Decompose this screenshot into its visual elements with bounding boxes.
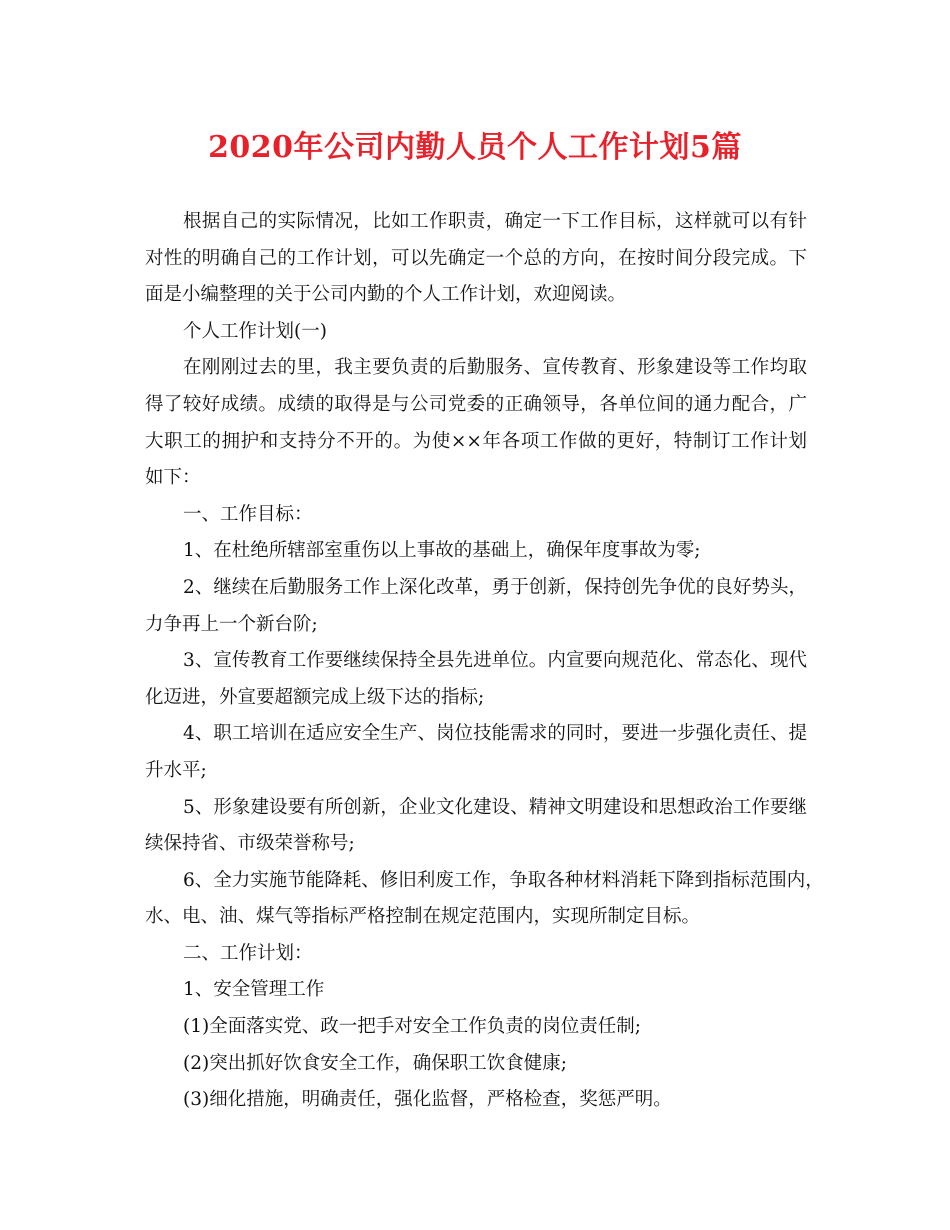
list-item: 1、在杜绝所辖部室重伤以上事故的基础上，确保年度事故为零; bbox=[183, 540, 701, 562]
list-item-continuation: 化迈进，外宣要超额完成上级下达的指标; bbox=[145, 686, 485, 708]
document-body bbox=[145, 204, 824, 1119]
text-line: 得了较好成绩。成绩的取得是与公司党委的正确领导，各单位间的通力配合，广 bbox=[145, 393, 807, 415]
text-line: 大职工的拥护和支持分不开的。为使××年各项工作做的更好，特制订工作计划 bbox=[145, 430, 807, 452]
list-item: (2)突出抓好饮食安全工作，确保职工饮食健康; bbox=[183, 1052, 567, 1074]
list-item-continuation: 水、电、油、煤气等指标严格控制在规定范围内，实现所制定目标。 bbox=[145, 906, 701, 928]
list-item: 4、职工培训在适应安全生产、岗位技能需求的同时，要进一步强化责任、提 bbox=[183, 723, 807, 745]
list-item: 5、形象建设要有所创新，企业文化建设、精神文明建设和思想政治工作要继 bbox=[183, 796, 807, 818]
text-line: 对性的明确自己的工作计划，可以先确定一个总的方向，在按时间分段完成。下 bbox=[145, 247, 807, 269]
list-item: 3、宣传教育工作要继续保持全县先进单位。内宣要向规范化、常态化、现代 bbox=[183, 650, 807, 672]
text-line: 如下： bbox=[145, 467, 201, 489]
list-item: 6、全力实施节能降耗、修旧利废工作，争取各种材料消耗下降到指标范围内， bbox=[183, 869, 824, 891]
subsection-heading: 1、安全管理工作 bbox=[183, 979, 325, 1001]
section-heading: 一、工作目标： bbox=[183, 503, 313, 525]
list-item-continuation: 力争再上一个新台阶; bbox=[145, 613, 318, 635]
list-item-continuation: 续保持省、市级荣誉称号; bbox=[145, 833, 355, 855]
section-heading: 个人工作计划(一) bbox=[183, 320, 327, 342]
list-item: (1)全面落实党、政一把手对安全工作负责的岗位责任制; bbox=[183, 1016, 641, 1038]
section-heading: 二、工作计划： bbox=[183, 942, 313, 964]
text-line: 在刚刚过去的里，我主要负责的后勤服务、宣传教育、形象建设等工作均取 bbox=[183, 357, 807, 379]
list-item: (3)细化措施，明确责任，强化监督，严格检查，奖惩严明。 bbox=[183, 1089, 672, 1111]
document-title: 2020年公司内勤人员个人工作计划5篇 bbox=[208, 130, 742, 165]
text-line: 面是小编整理的关于公司内勤的个人工作计划，欢迎阅读。 bbox=[145, 284, 627, 306]
list-item: 2、继续在后勤服务工作上深化改革，勇于创新，保持创先争优的良好势头， bbox=[183, 576, 807, 598]
list-item-continuation: 升水平; bbox=[145, 759, 207, 781]
text-line: 根据自己的实际情况，比如工作职责，确定一下工作目标，这样就可以有针 bbox=[183, 211, 807, 232]
